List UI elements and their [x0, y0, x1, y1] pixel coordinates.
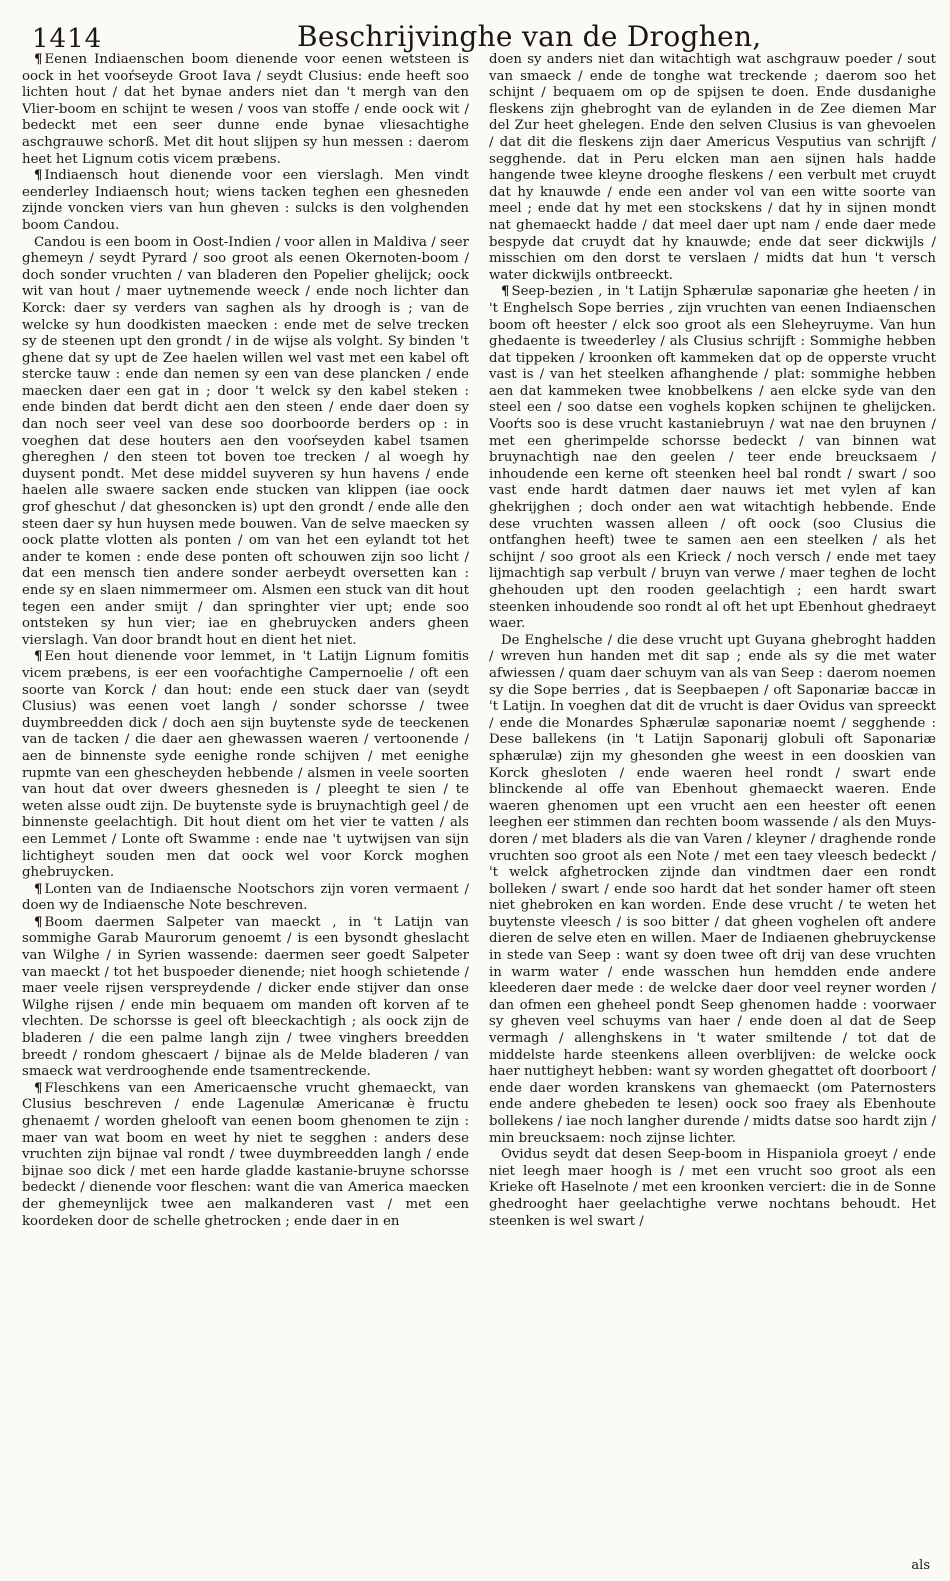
- pilcrow-icon: ¶: [34, 168, 43, 184]
- paragraph: [22, 649, 469, 881]
- paragraph-text: Ovidus seydt dat desen Seep-boom in Hispaniola groeyt / ende niet leegh maer hoogh is / met een vrucht soo groot als een Krieke oft Haselnote / met een kroonken verciert: die in de Sonne ghedrooght haer geelachtighe verwe nochtans behoudt. Het steenken is wel swart /: [489, 1147, 936, 1229]
- page-header: [22, 8, 936, 54]
- pilcrow-icon: ¶: [34, 914, 43, 930]
- pilcrow-icon: ¶: [501, 284, 510, 300]
- text-columns: [22, 52, 936, 1567]
- paragraph: [22, 915, 469, 1081]
- paragraph: [489, 1147, 936, 1230]
- paragraph-text: Boom daermen Salpeter van maeckt , in 't Latijn van sommighe Garab Maurorum genoemt / is een bysondt gheslacht van Wilghe / in Syrien wassende: daermen seer goedt Salpeter van maeckt / tot het buspoeder dienende; niet hoogh schietende / maer veele rijsen verspreydende / dicker ende stijver dan onse Wilghe rijsen / ende min bequaem om manden oft korven af te vlechten. De schorsse is geel oft bleeckachtigh ; als oock zijn de bladeren / die een palme langh zijn / twee vinghers breedden breedt / rondom ghescaert / bijnae als de Melde bladeren / van smaeck wat verdrooghende ende tsamentreckende.: [22, 914, 469, 1080]
- paragraph-text: Een hout dienende voor lemmet, in 't Latijn Lignum fomitis vicem præbens, is eer een vooŕachtighe Campernoelie / oft een soorte van Korck / dan hout: ende een stuck daer van (seydt Clusius) was eenen voet langh / sonder schorsse / twee duymbreedden dick / doch aen sijn buytenste syde de teeckenen van de tacken / die daer aen ghewassen waeren / vertoonende / aen de binnenste syde eenighe ronde schijven / met eenighe rupmte van een ghescheyden hebbende / alsmen in veele soorten van hout dat over dweers ghesneden is / pleeght te sien / te weten alsse oudt zijn. De buytenste syde is bruynachtigh geel / de binnenste geelachtigh. Dit hout dient om het vier te vatten / als een Lemmet / Lonte oft Swamme : ende nae 't uytwijsen van sijn lichtigheyt souden men dat oock wel voor Korck moghen ghebruycken.: [22, 649, 469, 881]
- paragraph-text: Fleschkens van een Americaensche vrucht ghemaeckt, van Clusius beschreven / ende Lagenulæ Americanæ è fructu ghenaemt / worden ghelooft van eenen boom ghenomen te zijn : maer van wat boom en weet hy niet te segghen : anders dese vruchten zijn bijnae val rondt / twee duymbreedden langh / ende bijnae soo dick / met een harde gladde kastanie-bruyne schorsse bedeckt / dienende voor fleschen: want die van America maecken der ghemeynlijck twee aen malkanderen vast / met een koordeken door de schelle ghetrocken ; ende daer in en: [22, 1080, 469, 1229]
- pilcrow-icon: ¶: [34, 649, 43, 665]
- paragraph: [489, 284, 936, 632]
- paragraph: [22, 168, 469, 234]
- paragraph: [22, 882, 469, 915]
- page-number: 1414: [32, 24, 103, 54]
- paragraph-text: Lonten van de Indiaensche Nootschors zijn voren vermaent / doen wy de Indiaensche Note beschreven.: [22, 881, 469, 914]
- paragraph: [22, 235, 469, 650]
- paragraph-text: doen sy anders niet dan witachtigh wat aschgrauw poeder / sout van smaeck / ende de tonghe wat treckende ; daerom soo het schijnt / bequaem om op de spijsen te doen. Ende dusdanighe fleskens zijn ghebroght van de eylanden in de Zee diemen Mar del Zur heet ghelegen. Ende den selven Clusius is van ghevoelen / dat dit die fleskens zijn daer Americus Vesputius van schrijft / segghende. dat in Peru elcken man aen sijnen hals hadde hangende twee kleyne drooghe fleskens / een verbult met cruydt dat hy knauwde / ende een ander vol van een witte soorte van meel ; ende dat hy met een stockskens / dat hy in sijnen mondt nat ghemaeckt hadde / dat meel daer upt nam / ende daer mede bespyde dat cruydt dat hy knauwde; ende dat seer dickwijls / misschien om den dorst te verslaen / midts dat hun 't versch water dickwijls ontbreeckt.: [489, 52, 936, 283]
- paragraph-text: Seep-bezien , in 't Latijn Sphærulæ saponariæ ghe heeten / in 't Enghelsch Sope berries , zijn vruchten van eenen Indiaenschen boom oft heester / elck soo groot als een Sleheyruyme. Van hun ghedaente is tweederley / als Clusius schrijft : Sommighe hebben dat tippeken / kroonken oft kammeken dat op de opperste vrucht vast is / van het steelken afhanghende / plat: sommighe hebben aen dat kammeken twee knobbelkens / aen elcke syde van den steel een / soo datse een voghels kopken schijnen te ghelijcken. Vooŕts soo is dese vrucht kastaniebruyn / wat nae den bruynen / met een gherimpelde schorsse bedeckt / van binnen wat bruynachtigh nae den geelen / teer ende breucksaem / inhoudende een kerne oft steenken heel bal rondt / swart / soo vast ende hardt datmen daer nauws iet met vylen af kan ghekrijghen ; doch onder aen wat witachtigh hebbende. Ende dese vruchten wassen alleen / oft oock (soo Clusius die ontfanghen heeft) twee te samen aen een steelken / als het schijnt / soo groot als een Krieck / noch versch / ende met taey lijmachtigh sap verbult / bruyn van verwe / maer teghen de locht ghehouden upt den rooden geelachtigh ; een hardt swart steenken inhoudende soo rondt al oft het upt Ebenhout ghedraeyt waer.: [489, 284, 936, 632]
- paragraph: [489, 52, 936, 284]
- paragraph-text: Eenen Indiaenschen boom dienende voor eenen wetsteen is oock in het vooŕseyde Groot Iava / seydt Clusius: ende heeft soo lichten hout / dat het bynae anders niet dan 't mergh van den Vlier-boom en schijnt te wesen / voos van stoffe / ende oock wit / bedeckt met een seer dunne ende bynae vliesachtighe aschgrauwe schorß. Met dit hout slijpen sy hun messen : daerom heet het Lignum cotis vicem præbens.: [22, 52, 469, 167]
- paragraph: [22, 52, 469, 168]
- paragraph-text: Indiaensch hout dienende voor een vierslagh. Men vindt eenderley Indiaensch hout; wiens tacken teghen een ghesneden zijnde voncken viers van hun gheven : sulcks is den volghenden boom Candou.: [22, 168, 469, 233]
- pilcrow-icon: ¶: [34, 1080, 43, 1096]
- paragraph-text: De Enghelsche / die dese vrucht upt Guyana ghebroght hadden / wreven hun handen met dit sap ; ende als sy die met water afwiessen / quam daer schuym van als van Seep : daerom noemen sy die Sope berries , dat is Seepbaepen / oft Saponariæ baccæ in 't Latijn. In voeghen dat dit de vrucht is daer Ovidus van spreeckt / ende die Monardes Sphærulæ saponariæ noemt / segghende : Dese ballekens (in 't Latijn Saponarij globuli oft Saponariæ sphærulæ) zijn my ghesonden ghe weest in een dooskien van Korck ghesloten / ende waeren heel rondt / swart ende blinckende al offe van Ebenhout ghemaeckt waeren. Ende waeren ghenomen upt een vrucht aen een heester oft eenen leeghen eer stimmen dan rechten boom wassende / als den Muys-doren / met bladers als die van Varen / kleyner / draghende ronde vruchten soo groot als een Note / met een taey vleesch bedeckt / 't welck afghetrocken zijnde dan vindtmen daer een rondt bolleken / swart / ende soo hardt dat het sonder hamer oft steen niet ghebroken en kan worden. Ende dese vrucht / te weten het buytenste vleesch / is soo bitter / dat gheen voghelen oft andere dieren de selve eten en willen. Maer de Indiaenen ghebruyckense in stede van Seep : want sy doen twee oft drij van dese vruchten in warm water / ende wasschen hun hemdden ende andere kleederen daer mede : de welcke daer door veel reyner worden / dan ofmen een gheheel pondt Seep ghenomen hadde : voorwaer sy gheven veel schuyms van haer / ende doen al dat de Seep vermagh / allenghskens in 't water smiltende / tot dat de middelste harde steenkens alleen overblijven: de welcke oock haer nuttigheyt hebben: want sy worden ghegattet oft doorboort / ende daer worden kranskens van ghemaeckt (om Paternosters ende andere ghebeden te lesen) oock soo fraey als Ebenhoute bollekens / iae noch langher durende / midts datse soo hardt zijn / min breucksaem: noch zijnse lichter.: [489, 632, 936, 1146]
- paragraph: [489, 633, 936, 1147]
- paragraph: [22, 1081, 469, 1230]
- pilcrow-icon: ¶: [34, 881, 43, 897]
- paragraph-text: Candou is een boom in Oost-Indien / voor allen in Maldiva / seer ghemeyn / seydt Pyrard / soo groot als eenen Okernoten-boom / doch sonder vruchten / van bladeren den Popelier ghelijck; oock wit van hout / maer uytnemende weeck / ende noch lichter dan Korck: daer sy verders van saghen als hy droogh is ; van de welcke sy hun doodkisten maecken : ende met de selve trecken sy de steenen upt den grondt / in de wijse als volght. Sy binden 't ghene dat sy upt de Zee haelen willen wel vast met een kabel oft stercke tauw : ende dan nemen sy een van dese plancken / ende maecken daer een gat in ; door 't welck sy den kabel steken : ende binden dat berdt dicht aen den steen / ende daer doen sy dan noch seer veel van dese soo doorboorde berders op : in voeghen dat dese houters aen den vooŕseyden kabel tsamen ghereghen / den steen tot boven toe trecken / al woegh hy duysent pondt. Met dese middel suyveren sy hun havens / ende haelen alle swaere sacken ende stucken van klippen (iae oock grof gheschut / dat ghesoncken is) upt den grondt / ende alle den steen daer sy hun huysen mede bouwen. Van de selve maecken sy oock platte vlotten als ponten / om van het een eylandt tot het ander te komen : ende dese ponten oft schouwen zijn soo licht / dat een mensch tien andere sonder aerbeydt oversetten kan : ende sy en slaen nimmermeer om. Alsmen een stuck van dit hout tegen een ander smijt / dan springhter vier upt; ende soo ontsteken sy hun vier; iae en ghebruycken anders gheen vierslagh. Van door brandt hout en dient het niet.: [22, 234, 469, 648]
- right-column: [489, 52, 936, 1567]
- catchword: als: [911, 1558, 930, 1573]
- running-title: Beschrijvinghe van de Droghen,: [297, 20, 762, 53]
- left-column: [22, 52, 469, 1567]
- pilcrow-icon: ¶: [34, 52, 43, 67]
